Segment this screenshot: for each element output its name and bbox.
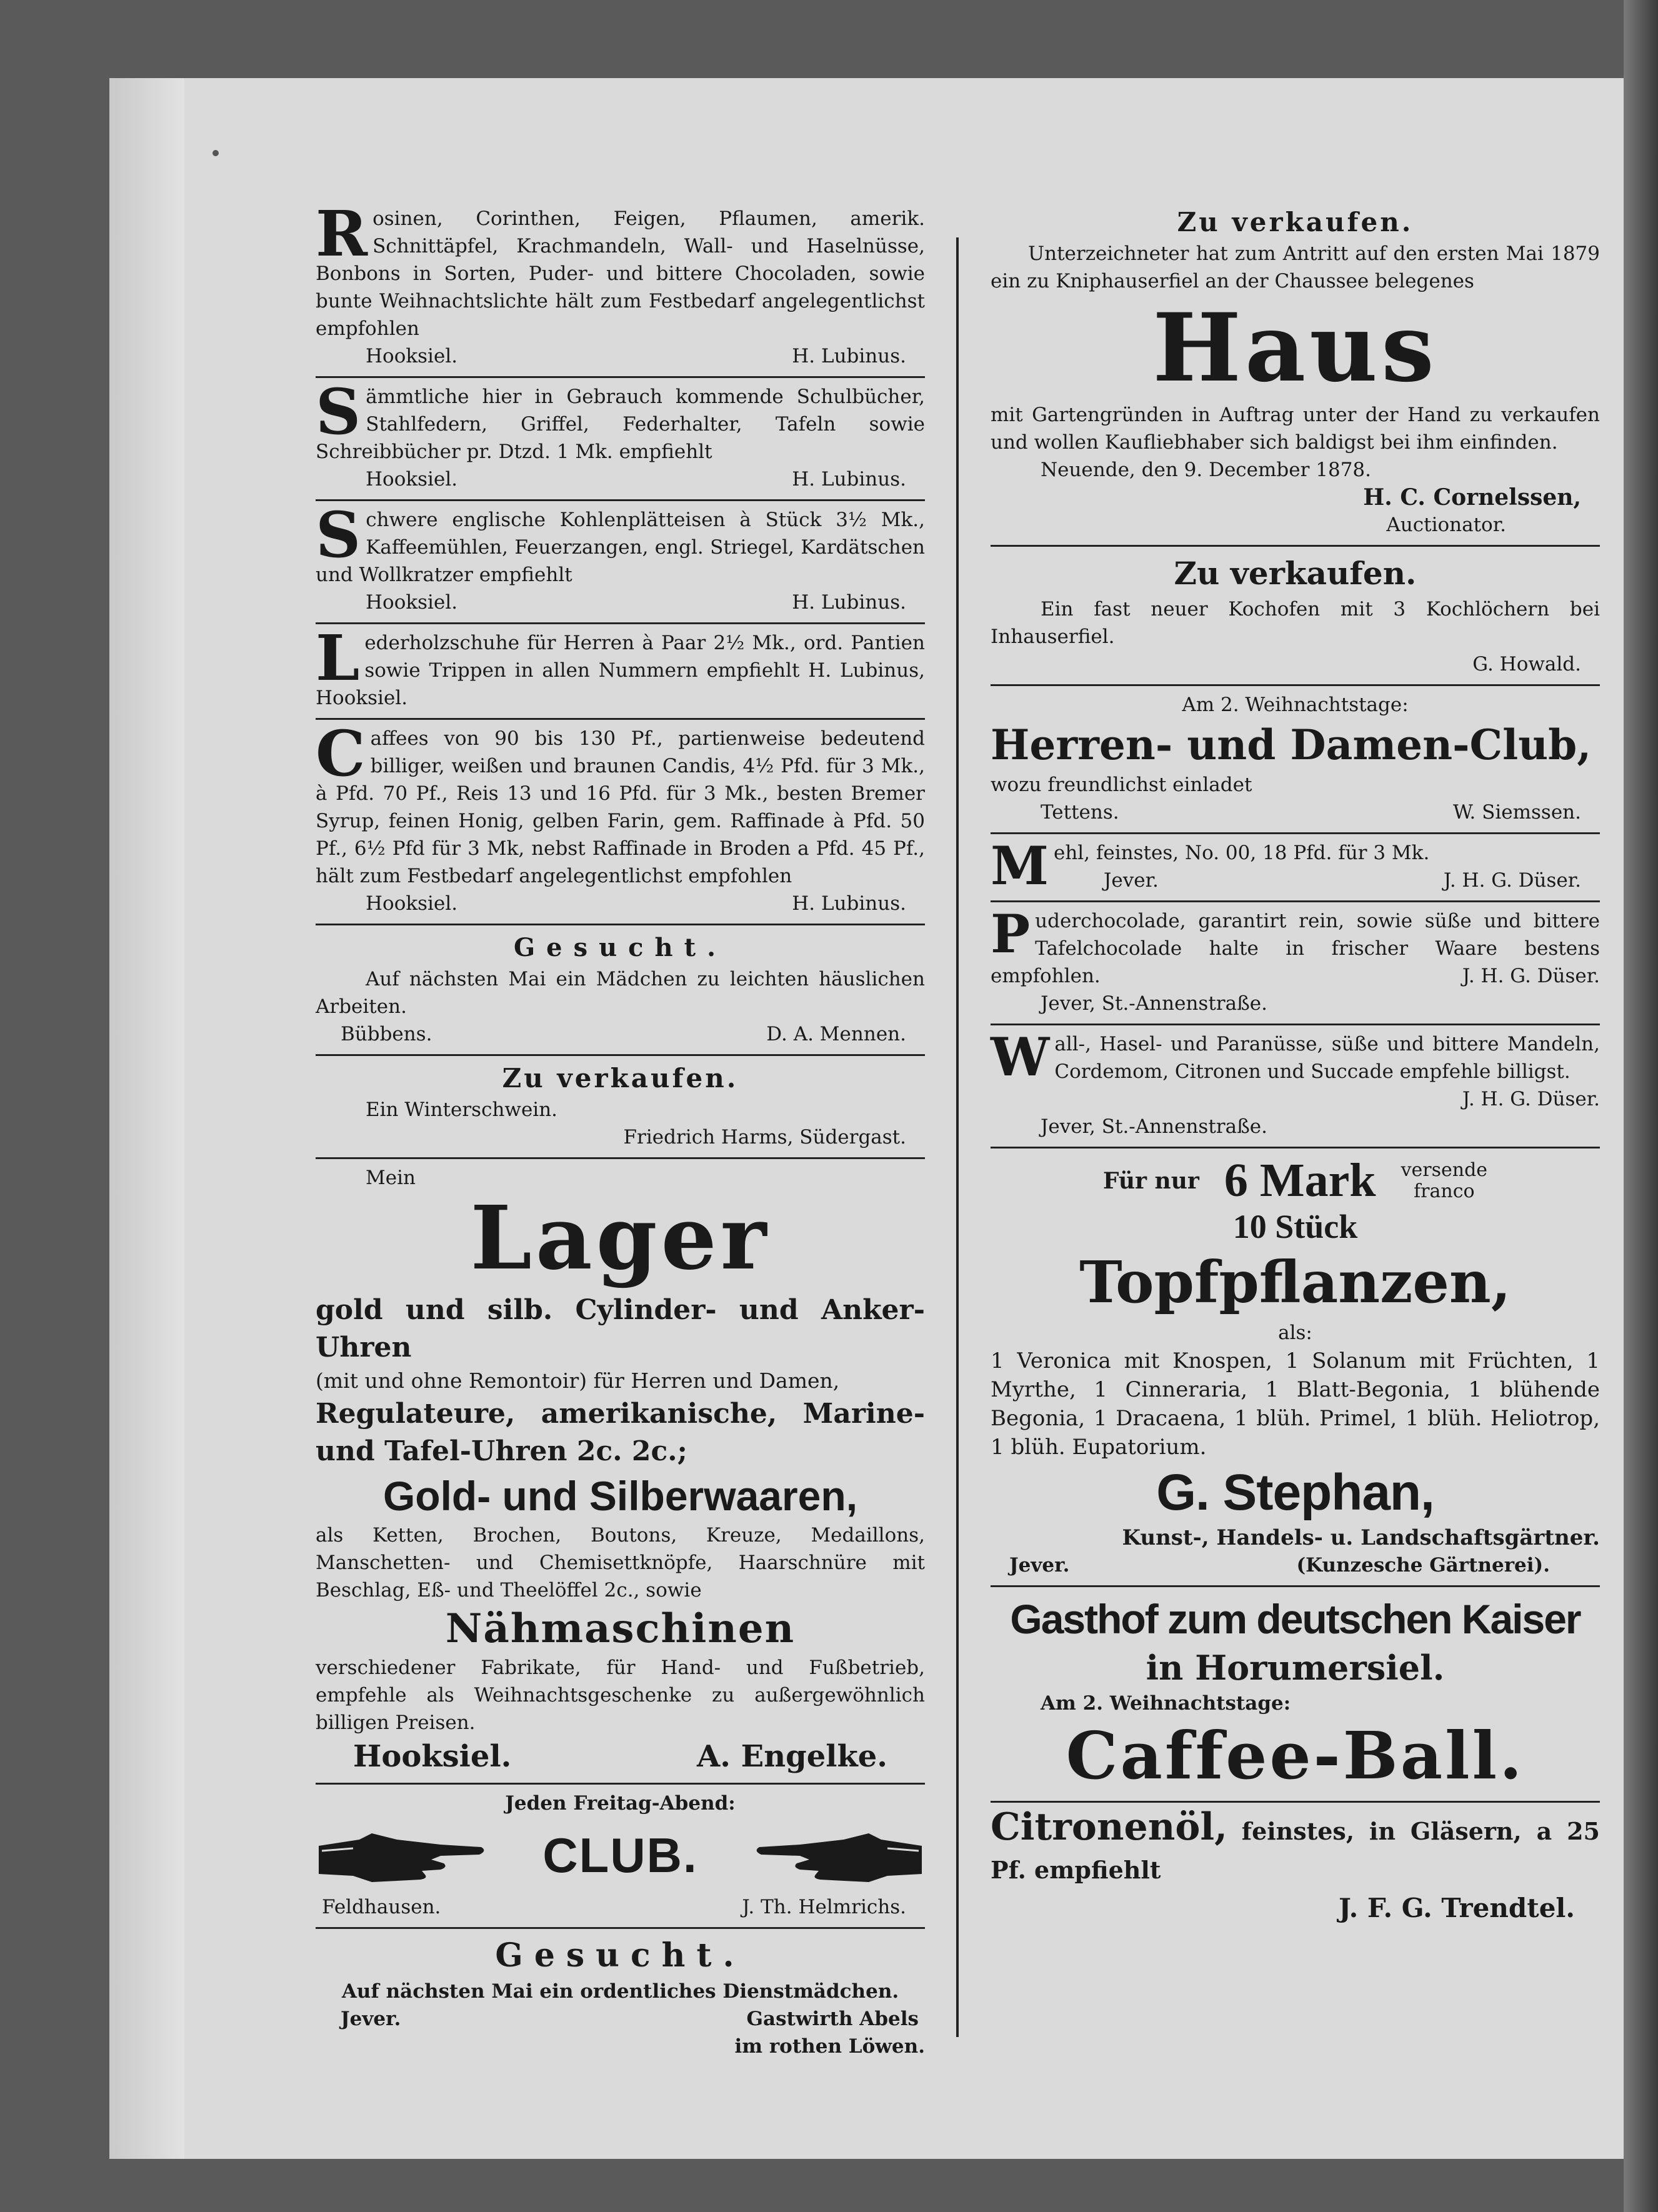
ink-dot	[212, 150, 219, 156]
ad-text: Ein fast neuer Kochofen mit 3 Kochlöchern bei Inhauserfiel.	[991, 598, 1600, 648]
pointing-hand-left-icon	[750, 1821, 925, 1890]
ad-als: als:	[1278, 1322, 1312, 1344]
ad-lubinus-coffee	[316, 717, 925, 925]
ad-place: Hooksiel.	[366, 892, 458, 915]
ad-top: Am 2. Weihnachtstage:	[1041, 1692, 1291, 1715]
ad-signature: H. C. Cornelssen,	[1363, 484, 1581, 511]
drop-cap: W	[991, 1026, 1050, 1088]
ad-siemssen-club	[991, 686, 1600, 834]
ad-note: (Kunzesche Gärtnerei).	[1296, 1554, 1550, 1577]
ad-harms-sale	[316, 1056, 925, 1159]
book-gutter-shadow	[1624, 0, 1658, 2212]
ad-gold-title: Gold- und Silberwaaren,	[382, 1473, 858, 1519]
ad-signature: A. Engelke.	[697, 1739, 887, 1774]
ad-lager-title: Lager	[470, 1187, 771, 1290]
ad-cornelssen-house	[991, 200, 1600, 547]
ad-heading: Zu verkaufen.	[1174, 555, 1417, 592]
ad-place: Jever, St.-Annenstraße.	[1041, 1115, 1267, 1138]
ad-text: verschiedener Fabrikate, für Hand- und Fußbetrieb, empfehle als Weihnachtsgeschenke zu außergewöhnlich billigen Preisen.	[316, 1657, 925, 1734]
right-column	[991, 200, 1600, 1933]
ad-mein: Mein	[366, 1167, 416, 1189]
ad-heading: Zu verkaufen.	[502, 1063, 739, 1094]
ad-signature: G. Howald.	[1472, 653, 1581, 675]
ad-line: gold und silb. Cylinder- und Anker-Uhren	[316, 1294, 925, 1363]
ad-signature-title: Auctionator.	[1386, 514, 1506, 536]
ad-howald-sale	[991, 547, 1600, 686]
ad-lubinus-shoes	[316, 621, 925, 720]
ad-mennen-wanted	[316, 925, 925, 1056]
ad-signature: J. H. G. Düser.	[1443, 869, 1581, 892]
ad-signature: D. A. Mennen.	[766, 1023, 906, 1045]
ad-heading: Gesucht.	[495, 1936, 746, 1975]
ad-stephan-plants	[991, 1148, 1600, 1587]
ad-caffee-ball-title: Caffee-Ball.	[1066, 1717, 1525, 1794]
ad-club-helmrichs	[316, 1785, 925, 1929]
ad-text: chwere englische Kohlenplätteisen à Stück 3½ Mk., Kaffeemühlen, Feuerzangen, engl. Striegel, Kardätschen und Wollkratzer empfiehlt	[316, 509, 925, 586]
ad-lubinus-school	[316, 375, 925, 501]
column-divider	[956, 237, 959, 2037]
ad-place: Jever, St.-Annenstraße.	[1041, 992, 1267, 1015]
ad-price: 6 Mark	[1224, 1154, 1376, 1207]
ad-text: mit Gartengründen in Auftrag unter der Hand zu verkaufen und wollen Kaufliebhaber sich baldigst bei ihm einfinden.	[991, 404, 1600, 454]
ad-gasthof-title: Gasthof zum deutschen Kaiser	[1010, 1596, 1581, 1642]
ad-heading: Gesucht.	[513, 933, 727, 962]
ad-stephan-name: G. Stephan,	[1156, 1464, 1434, 1521]
drop-cap: S	[316, 498, 361, 572]
ad-top: Jeden Freitag-Abend:	[505, 1792, 736, 1815]
ad-topfpflanzen-title: Topfpflanzen,	[1079, 1248, 1511, 1316]
ad-franco: franco	[1414, 1180, 1475, 1202]
ad-text: Auf nächsten Mai ein ordentliches Dienstmädchen.	[341, 1980, 899, 2003]
ad-signature: H. Lubinus.	[792, 591, 906, 614]
ad-text: ederholzschuhe für Herren à Paar 2½ Mk., ord. Pantien sowie Trippen in allen Nummern empfiehlt H. Lubinus, Hooksiel.	[316, 632, 925, 709]
ad-fuer-nur: Für nur	[1102, 1167, 1199, 1194]
ad-heading: Zu verkaufen.	[1177, 207, 1414, 237]
drop-cap: C	[316, 717, 366, 790]
ad-lubinus-irons	[316, 498, 925, 624]
ad-location: in Horumersiel.	[1146, 1648, 1445, 1688]
club-title: CLUB.	[542, 1827, 698, 1883]
drop-cap: P	[991, 903, 1031, 965]
ad-dueser-nuts	[991, 1025, 1600, 1148]
ad-signature: J. F. G. Trendtel.	[1339, 1893, 1575, 1923]
ad-plant-list: 1 Veronica mit Knospen, 1 Solanum mit Früchten, 1 Myrthe, 1 Cinneraria, 1 Blatt-Begonia, 1 blühende Begonia, 1 Dracaena, 1 blüh. Primel, 1 blüh. Heliotrop, 1 blüh. Eupatorium.	[991, 1348, 1600, 1460]
ad-signature: H. Lubinus.	[792, 345, 906, 367]
ad-text: Unterzeichneter hat zum Antritt auf den ersten Mai 1879 ein zu Kniphauserfiel an der Chaussee belegenes	[991, 242, 1600, 292]
ad-kaiser-ball	[991, 1587, 1600, 1803]
ad-text: Ein Winterschwein.	[366, 1099, 558, 1121]
ad-text: all-, Hasel- und Paranüsse, süße und bittere Mandeln, Cordemom, Citronen und Succade empfehle billigst.	[1054, 1033, 1600, 1083]
ad-signature: W. Siemssen.	[1452, 801, 1581, 824]
ad-signature: Friedrich Harms, Südergast.	[623, 1126, 906, 1148]
ad-citronenoel-title: Citronenöl,	[991, 1805, 1228, 1849]
ad-engelke-watches	[316, 1159, 925, 1785]
drop-cap: R	[316, 197, 368, 271]
ad-text: feinstes, in Gläsern, a 25 Pf. empfiehlt	[991, 1817, 1600, 1884]
book-page-edge	[109, 78, 184, 2159]
ad-trendtel-oil	[991, 1803, 1600, 1933]
ad-place: Hooksiel.	[366, 591, 458, 614]
ad-place: Jever.	[341, 2008, 401, 2030]
ad-line: Regulateure, amerikanische, Marine- und Tafel-Uhren 2c. 2c.;	[316, 1398, 925, 1467]
ad-place: Feldhausen.	[322, 1896, 441, 1918]
ad-place: Jever.	[1103, 869, 1159, 892]
drop-cap: S	[316, 375, 361, 449]
ad-text: Auf nächsten Mai ein Mädchen zu leichten häuslichen Arbeiten.	[316, 968, 925, 1018]
left-column	[316, 197, 925, 2066]
ad-lubinus-fruits	[316, 197, 925, 378]
ad-signature: H. Lubinus.	[792, 468, 906, 491]
ad-text: wozu freundlichst einladet	[991, 774, 1252, 796]
ad-haus-title: Haus	[1152, 293, 1438, 403]
ad-place: Jever.	[1009, 1554, 1070, 1577]
ad-place: Hooksiel.	[366, 345, 458, 367]
ad-signature: J. H. G. Düser.	[1462, 965, 1600, 987]
ad-signature: J. H. G. Düser.	[1462, 1088, 1600, 1110]
ad-signature-title: Kunst-, Handels- u. Landschaftsgärtner.	[1122, 1525, 1600, 1550]
ad-text: uderchocolade, garantirt rein, sowie süße und bittere Tafelchocolade halte in frischer Waare bestens empfohlen.	[991, 910, 1600, 987]
ad-text: als Ketten, Brochen, Boutons, Kreuze, Medaillons, Manschetten- und Chemisettknöpfe, Haarschnüre mit Beschlag, Eß- und Theelöffel 2c., sowie	[316, 1524, 925, 1602]
ad-text: osinen, Corinthen, Feigen, Pflaumen, amerik. Schnittäpfel, Krachmandeln, Wall- und Haselnüsse, Bonbons in Sorten, Puder- und bittere Chocoladen, sowie bunte Weihnachtslichte hält zum Festbedarf angelegentlichst empfohlen	[316, 207, 925, 340]
ad-signature: Gastwirth Abels	[746, 2008, 919, 2030]
ad-place: Bübbens.	[341, 1023, 432, 1045]
ad-abels-wanted	[316, 1929, 925, 2066]
ad-versende: versende	[1401, 1158, 1488, 1181]
pointing-hand-right-icon	[316, 1821, 491, 1890]
ad-top: Am 2. Weihnachtstage:	[1182, 694, 1409, 716]
ad-quantity: 10 Stück	[1232, 1208, 1358, 1245]
ad-signature: J. Th. Helmrichs.	[742, 1896, 906, 1918]
ad-dueser-chocolate	[991, 902, 1600, 1025]
ad-dueser-flour	[991, 834, 1600, 902]
ad-signature: H. Lubinus.	[792, 892, 906, 915]
ad-naehmaschinen-title: Nähmaschinen	[445, 1605, 796, 1652]
ad-text: affees von 90 bis 130 Pf., partienweise bedeutend billiger, weißen und braunen Candis, 4½ Pfd. für 3 Mk., à Pfd. 70 Pf., Reis 13 und 16 Pfd. für 3 Mk., besten Bremer Syrup, feinen Honig, gelben Farin, gem. Raffinade à Pfd. 50 Pf., 6½ Pfd für 3 Mk, nebst Raffinade in Broden a Pfd. 45 Pf., hält zum Festbedarf angelegentlichst empfohlen	[316, 727, 925, 887]
ad-place: Hooksiel.	[366, 468, 458, 491]
ad-signature-line2: im rothen Löwen.	[734, 2035, 925, 2058]
ad-club-title: Herren- und Damen-Club,	[991, 720, 1592, 769]
ad-text: ehl, feinstes, No. 00, 18 Pfd. für 3 Mk.	[1053, 842, 1430, 864]
ad-place: Tettens.	[1041, 801, 1119, 824]
drop-cap: L	[316, 621, 360, 695]
ad-date: Neuende, den 9. December 1878.	[1041, 459, 1371, 481]
ad-line-small: (mit und ohne Remontoir) für Herren und Damen,	[316, 1368, 840, 1393]
ad-place: Hooksiel.	[353, 1739, 512, 1774]
drop-cap: M	[991, 835, 1049, 897]
ad-text: ämmtliche hier in Gebrauch kommende Schulbücher, Stahlfedern, Griffel, Federhalter, Tafeln sowie Schreibbücher pr. Dtzd. 1 Mk. empfiehlt	[316, 386, 925, 463]
